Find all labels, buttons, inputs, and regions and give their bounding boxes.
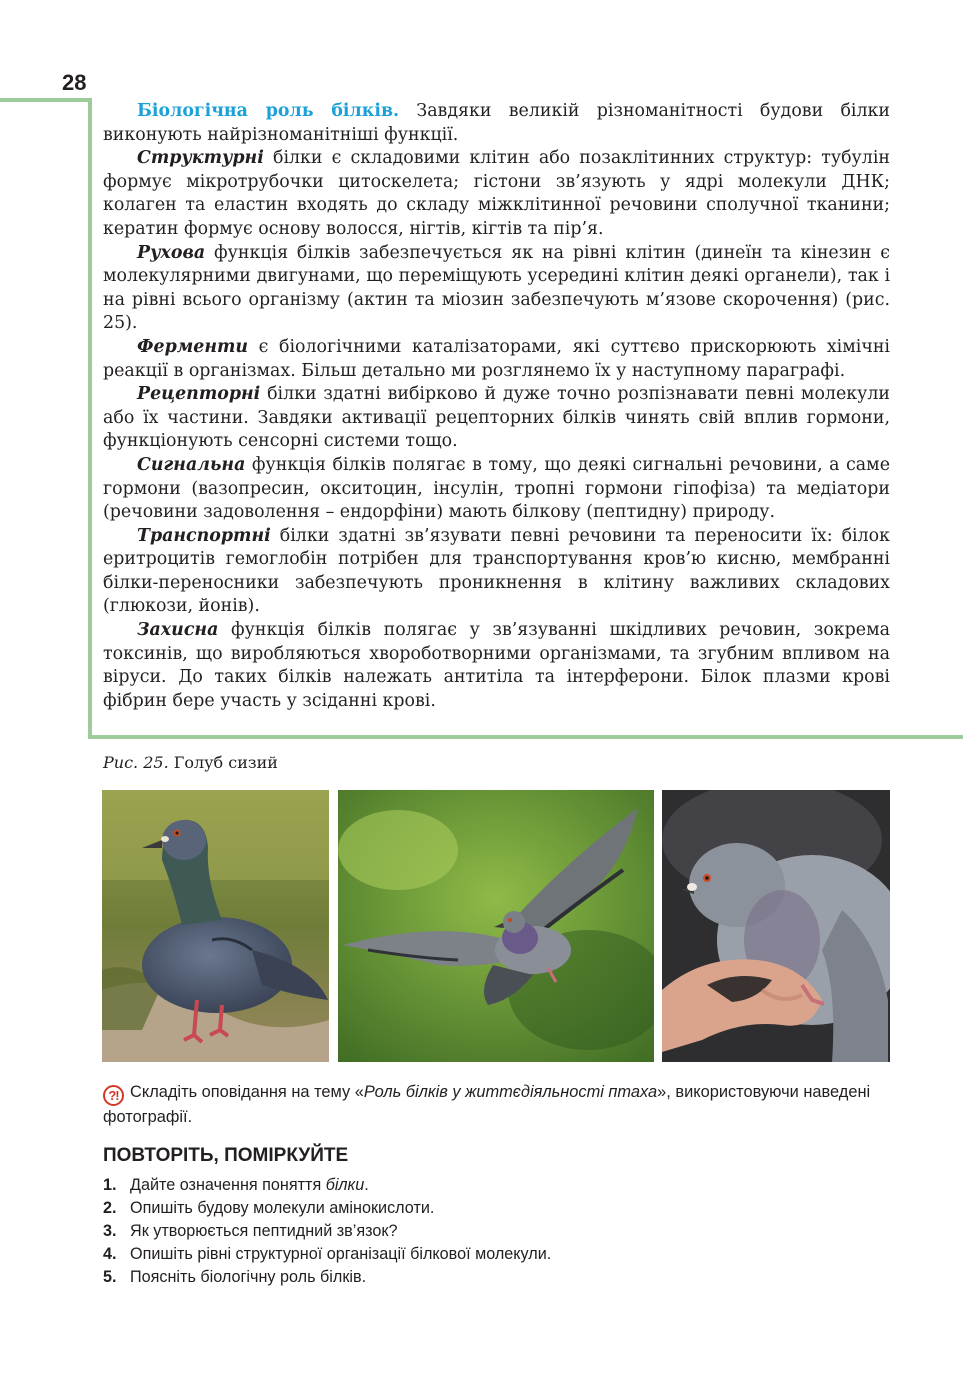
term-enzymes: Ферменти — [137, 336, 249, 357]
frame-bottom-border — [88, 735, 963, 739]
paragraph-transport — [103, 525, 890, 619]
paragraph-signal — [103, 454, 890, 525]
figure-label: Рис. 25. — [103, 753, 169, 772]
pigeon-flying-photo — [338, 790, 654, 1062]
question-number: 5. — [103, 1268, 117, 1286]
paragraph-structural — [103, 147, 890, 241]
paragraph-body: функція білків полягає у зв’язуванні шкідливих речовин, зокрема токсинів, що виробляються хвороботворними організмами, та згубним впливом на віруси. До таких білків належать антитіла та інтерферони. Білок плазми крові фібрин бере участь у зсіданні крові. — [103, 620, 890, 711]
paragraph-body: Завдяки великій різноманітності будови білки виконують найрізноманітніші функції. — [103, 101, 890, 145]
paragraph-enzymes — [103, 336, 890, 383]
review-question — [103, 1243, 551, 1266]
task-text-end: », використовуючи наведені фотографії. — [103, 1083, 871, 1126]
paragraph-body: функція білків полягає в тому, що деякі сигнальні речовини, а саме гормони (вазопресин, окситоцин, інсулін, тропні гормони гіпофіза) та медіатори (речовини задоволення – ендорфіни) мають білкову (пептидну) природу. — [103, 454, 890, 523]
question-end: . — [364, 1176, 369, 1194]
question-text: Як утворюється пептидний зв’язок? — [130, 1222, 398, 1240]
paragraph-biological-role — [103, 100, 890, 147]
frame-left-border — [88, 98, 92, 738]
paragraph-body: білки здатні вибірково й дуже точно розпізнавати певні молекули або їх частини. Завдяки активації рецепторних білків чинять свій вплив гормони, функціонують сенсорні системи тощо. — [103, 384, 890, 452]
task-topic: Роль білків у життєдіяльності птаха — [363, 1083, 658, 1101]
figure-caption-text: Голуб сизий — [168, 753, 278, 772]
paragraph-protective — [103, 619, 890, 713]
paragraph-motor — [103, 242, 890, 336]
question-text: Опишіть рівні структурної організації білкової молекули. — [130, 1245, 552, 1263]
paragraph-body: білки здатні зв’язувати певні речовини та переносити їх: білок еритроцитів гемоглобін потрібен для транспортування кров’ю кисню, мембранні білки-переносники забезпечують проникнення в клітину важливих складових (глюкози, йонів). — [103, 525, 890, 617]
paragraph-body: функція білків забезпечується як на рівні клітин (динеїн та кінезин є молекулярними двигунами, що переміщують усередині клітин деякі органели), так і на рівні всього організму (актин та міозин забезпечують м’язове скорочення) (рис. 25). — [103, 242, 890, 334]
term-motor: Рухова — [137, 242, 206, 263]
review-question — [103, 1197, 551, 1220]
figure-caption — [103, 753, 278, 772]
pigeon-flying-illustration — [338, 790, 654, 1062]
question-text: Опишіть будову молекули амінокислоти. — [130, 1199, 435, 1217]
term-protective: Захисна — [137, 620, 219, 641]
term-structural: Структурні — [137, 148, 264, 169]
paragraph-body: є біологічними каталізаторами, які суттєво прискорюють хімічні реакції в організмах. Більш детально ми розглянемо їх у наступному параграфі. — [103, 336, 890, 381]
review-section-title: ПОВТОРІТЬ, ПОМІРКУЙТЕ — [103, 1145, 349, 1166]
question-exclamation-icon: ?! — [103, 1085, 124, 1106]
question-text: Дайте означення поняття — [130, 1176, 326, 1194]
review-question — [103, 1220, 551, 1243]
page-number: 28 — [62, 70, 87, 95]
section-heading: Біологічна роль білків. — [137, 101, 400, 121]
term-signal: Сигнальна — [137, 454, 246, 475]
pigeon-standing-photo — [102, 790, 329, 1062]
question-number: 4. — [103, 1245, 117, 1263]
term-receptor: Рецепторні — [137, 384, 261, 405]
task-prompt — [103, 1081, 890, 1128]
pigeon-on-hand-illustration — [662, 790, 890, 1062]
frame-top-border — [0, 98, 91, 102]
task-text-start: Складіть оповідання на тему « — [130, 1083, 364, 1101]
term-transport: Транспортні — [137, 525, 271, 546]
paragraph-body: білки є складовими клітин або позаклітинних структур: тубулін формує мікротрубочки цитоскелета; гістони зв’язують у ядрі молекули ДНК; колаген та еластин входять до складу міжклітинної речовини сполучної тканини; кератин формує основу волосся, нігтів, кігтів та пір’я. — [103, 148, 890, 239]
review-question — [103, 1174, 551, 1197]
question-term: білки — [325, 1176, 365, 1194]
pigeon-on-hand-photo — [662, 790, 890, 1062]
pigeon-standing-illustration — [102, 790, 329, 1062]
question-number: 1. — [103, 1176, 117, 1194]
review-question — [103, 1266, 551, 1289]
main-text — [103, 100, 890, 713]
question-text: Поясніть біологічну роль білків. — [130, 1268, 367, 1286]
question-number: 2. — [103, 1199, 117, 1217]
question-number: 3. — [103, 1222, 117, 1240]
review-questions-list — [103, 1174, 551, 1289]
paragraph-receptor — [103, 383, 890, 454]
